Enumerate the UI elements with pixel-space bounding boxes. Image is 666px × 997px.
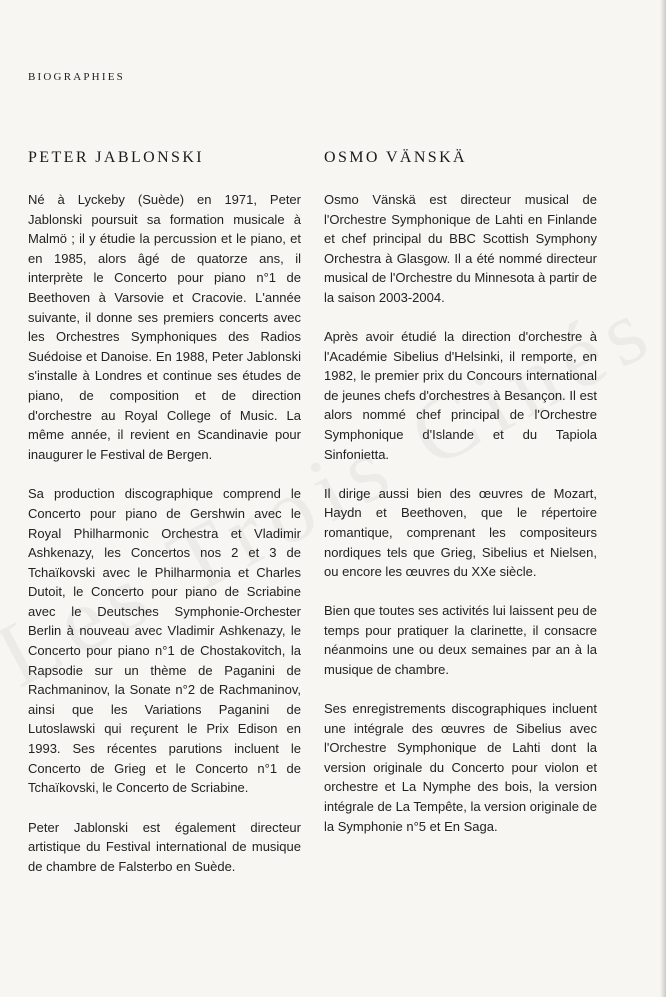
biography-paragraph: Après avoir étudié la direction d'orchestre à l'Académie Sibelius d'Helsinki, il remporte, en 1982, le premier prix du Concours international de jeunes chefs d'orchestres à Besançon. Il est alors nommé chef principal de l'Orchestre Symphonique d'Islande et du Tapiola Sinfonietta. [324, 329, 597, 462]
biography-paragraph: Ses enregistrements discographiques incluent une intégrale des œuvres de Sibelius avec l'Orchestre Symphonique de Lahti dont la version originale du Concerto pour violon et orchestre et La Nymphe des bois, la version intégrale de La Tempête, la version originale de la Symphonie n°5 et En Saga. [324, 701, 597, 834]
biography-paragraph: Peter Jablonski est également directeur artistique du Festival international de musique de chambre de Falsterbo en Suède. [28, 819, 301, 874]
biography-paragraph: Sa production discographique comprend le Concerto pour piano de Gershwin avec le Royal Philharmonic Orchestra et Vladimir Ashkenazy, les Concertos nos 2 et 3 de Tchaïkovski avec le Philharmonia et Charles Dutoit, le Concerto pour piano de Scriabine avec le Deutsches Symphonie-Orchester Berlin à nouveau avec Vladimir Ashkenazy, le Concerto pour piano n°1 de Chostakovitch, la Rapsodie sur un thème de Paganini de Rachmaninov, la Sonate n°2 de Rachmaninov, ainsi que les Variations Paganini de Lutoslawski qui reçurent le Prix Edison en 1993. Ses récentes parutions incluent le Concerto de Grieg et le Concerto n°1 de Tchaïkovski, le Concerto de Scriabine. [28, 486, 301, 796]
biography-osmo-vanska [324, 149, 597, 856]
artist-name: PETER JABLONSKI [28, 149, 205, 166]
biography-paragraph: Bien que toutes ses activités lui laissent peu de temps pour pratiquer la clarinette, il consacre néanmoins une ou deux semaines par an à la musique de chambre. [324, 603, 597, 677]
page-edge-shadow [660, 0, 666, 997]
artist-name: OSMO VÄNSKÄ [324, 149, 468, 166]
section-label: BIOGRAPHIES [28, 71, 125, 83]
biography-paragraph: Il dirige aussi bien des œuvres de Mozart, Haydn et Beethoven, que le répertoire romantique, comprenant les compositeurs nordiques tels que Grieg, Sibelius et Nielsen, ou encore les œuvres du XXe siècle. [324, 485, 597, 580]
biography-paragraph: Osmo Vänskä est directeur musical de l'Orchestre Symphonique de Lahti en Finlande et chef principal du BBC Scottish Symphony Orchestra à Glasgow. Il a été nommé directeur musical de l'Orchestre du Minnesota à partir de la saison 2003-2004. [324, 192, 597, 305]
biography-peter-jablonski [28, 149, 301, 897]
biography-paragraph: Né à Lyckeby (Suède) en 1971, Peter Jablonski poursuit sa formation musicale à Malmö ; il y étudie la percussion et le piano, et en 1985, alors âgé de quatorze ans, il interprète le Concerto pour piano n°1 de Beethoven à Varsovie et Cracovie. L'année suivante, il donne ses premiers concerts avec les Orchestres Symphoniques des Radios Suédoise et Danoise. En 1988, Peter Jablonski s'installe à Londres et continue ses études de piano, de composition et de direction d'orchestre au Royal College of Music. La même année, il revient en Scandinavie pour inaugurer le Festival de Bergen. [28, 192, 301, 462]
